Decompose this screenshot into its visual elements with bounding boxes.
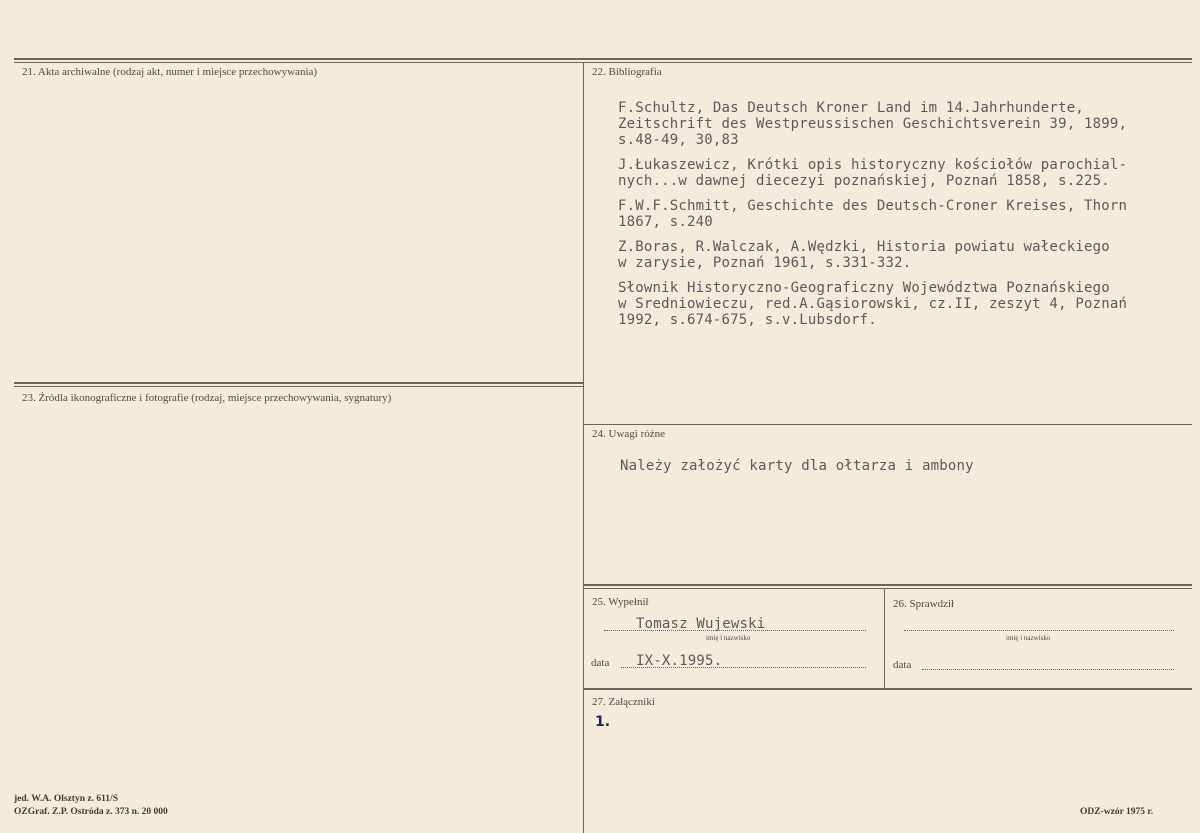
filled-by-date-line [621,667,866,668]
section-25-label: 25. Wypełnił [592,596,649,608]
checked-by-date-label: data [893,659,912,671]
bibliography-line: Z.Boras, R.Walczak, A.Wędzki, Historia powiatu wałeckiego [618,239,1110,255]
bibliography-line: F.Schultz, Das Deutsch Kroner Land im 14.Jahrhunderte, [618,100,1084,116]
right-rule-27 [583,688,1192,690]
filled-by-date-label: data [591,657,610,669]
section-27-label: 27. Załączniki [592,696,655,708]
bibliography-entry [618,280,1127,328]
bibliography-entry [618,198,1127,230]
section-21-label: 21. Akta archiwalne (rodzaj akt, numer i miejsce przechowywania) [22,66,318,78]
section-22-label: 22. Bibliografia [592,66,662,78]
top-rule [14,58,1192,60]
bibliography-line: J.Łukaszewicz, Krótki opis historyczny kościołów parochial- [618,157,1128,173]
filled-by-name-caption: imię i nazwisko [706,634,751,642]
remarks-text: Należy założyć karty dla ołtarza i ambony [620,458,974,474]
right-rule-24 [583,424,1192,425]
bibliography-entry [618,100,1127,148]
printer-info-line-2: OZGraf. Z.P. Ostróda z. 373 n. 20 000 [14,807,168,817]
bibliography-line: 1867, s.240 [618,214,713,230]
left-section-rule [14,382,584,384]
bibliography-line: Zeitschrift des Westpreussischen Geschichtsverein 39, 1899, [618,116,1128,132]
bibliography-list [618,100,1127,337]
bibliography-line: w Sredniowieczu, red.A.Gąsiorowski, cz.II, zeszyt 4, Poznań [618,296,1128,312]
bibliography-line: nych...w dawnej diecezyi poznańskiej, Poznań 1858, s.225. [618,173,1110,189]
divider-25-26 [884,589,885,689]
filled-by-name: Tomasz Wujewski [636,616,766,632]
bibliography-line: s.48-49, 30,83 [618,132,739,148]
bibliography-line: F.W.F.Schmitt, Geschichte des Deutsch-Croner Kreises, Thorn [618,198,1128,214]
top-rule-thin [14,62,1192,63]
bibliography-line: w zarysie, Poznań 1961, s.331-332. [618,255,912,271]
bibliography-line: 1992, s.674-675, s.v.Lubsdorf. [618,312,877,328]
bibliography-entry [618,239,1127,271]
filled-by-date: IX-X.1995. [636,653,723,669]
section-24-label: 24. Uwagi różne [592,428,666,440]
checked-by-date-line [922,669,1174,670]
checked-by-name-caption: imię i nazwisko [1006,634,1051,642]
printer-info-line-1: jed. W.A. Olsztyn z. 611/S [14,794,118,804]
attachments-value: 1. [595,714,611,730]
left-section-rule-thin [14,386,584,387]
checked-by-name-line [904,630,1174,631]
right-rule-25-thin [583,588,1192,589]
section-23-label: 23. Źródla ikonograficzne i fotografie (rodzaj, miejsce przechowywania, sygnatury) [22,392,392,404]
bibliography-entry [618,157,1127,189]
right-rule-25 [583,584,1192,586]
bibliography-line: Słownik Historyczno-Geograficzny Województwa Poznańskiego [618,280,1110,296]
section-26-label: 26. Sprawdził [893,598,955,610]
form-identifier: ODZ-wzór 1975 r. [1080,807,1154,817]
center-divider [583,63,584,833]
filled-by-name-line [604,630,866,631]
